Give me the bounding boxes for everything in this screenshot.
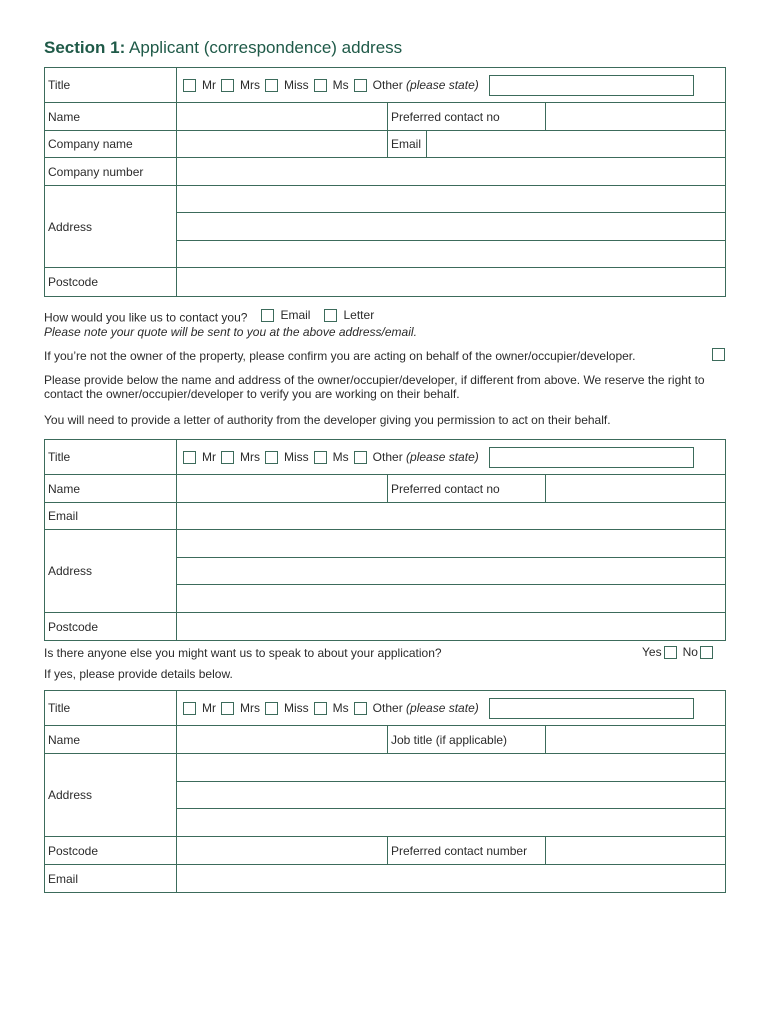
owner-provide-text: Please provide below the name and address of the owner/occupier/developer, if different from above. We reserve the right to contact the owner/occupier/developer to verify you are working on their behalf.: [44, 373, 705, 401]
contact-ms-label: Ms: [332, 701, 349, 715]
contact-name-field[interactable]: [177, 726, 388, 753]
contact-letter-label: Letter: [343, 308, 375, 322]
address-line-2-field[interactable]: [177, 213, 725, 240]
contact-other-hint: (please state): [406, 701, 479, 715]
contact-mrs-label: Mrs: [240, 701, 260, 715]
owner-other-title-field[interactable]: [489, 447, 694, 468]
postcode-label: Postcode: [45, 268, 177, 296]
owner-confirm-text: If you’re not the owner of the property, please confirm you are acting on behalf of the owner/occupier/developer.: [44, 349, 636, 363]
contact-postcode-label: Postcode: [45, 837, 177, 864]
contact-title-row: [45, 691, 725, 726]
contact-mrs-checkbox[interactable]: [221, 702, 234, 715]
owner-mr-label: Mr: [202, 450, 216, 464]
miss-label: Miss: [284, 78, 309, 92]
contact-postcode-row: [45, 837, 725, 865]
name-field[interactable]: [177, 103, 388, 130]
yes-no-group: [642, 645, 713, 659]
owner-email-row: [45, 503, 725, 530]
email-label: Email: [388, 131, 427, 157]
section-heading: [44, 38, 402, 58]
applicant-name-row: [45, 103, 725, 131]
title-label: Title: [45, 68, 177, 102]
contact-letter-checkbox[interactable]: [324, 309, 337, 322]
contact-other-label: Other: [372, 701, 403, 715]
contact-mr-label: Mr: [202, 701, 216, 715]
owner-address-line-1-field[interactable]: [177, 530, 725, 558]
quote-note: Please note your quote will be sent to you at the above address/email.: [44, 324, 417, 339]
yes-checkbox[interactable]: [664, 646, 677, 659]
email-field[interactable]: [427, 131, 725, 157]
contact-other-checkbox[interactable]: [354, 702, 367, 715]
contact-postcode-field[interactable]: [177, 837, 388, 864]
other-contact-details-text: If yes, please provide details below.: [44, 667, 233, 681]
owner-name-row: [45, 475, 725, 503]
postcode-row: [45, 268, 725, 296]
other-label: Other: [372, 78, 403, 92]
owner-other-hint: (please state): [406, 450, 479, 464]
title-options: [177, 68, 725, 102]
name-label: Name: [45, 103, 177, 130]
applicant-title-row: [45, 68, 725, 103]
mrs-checkbox[interactable]: [221, 79, 234, 92]
address-line-3-field[interactable]: [177, 241, 725, 267]
owner-name-label: Name: [45, 475, 177, 502]
other-hint: (please state): [406, 78, 479, 92]
owner-mrs-label: Mrs: [240, 450, 260, 464]
applicant-table: [44, 67, 726, 297]
address-label: Address: [45, 186, 177, 267]
contact-method-question: How would you like us to contact you?: [44, 310, 248, 325]
contact-miss-label: Miss: [284, 701, 309, 715]
owner-name-field[interactable]: [177, 475, 388, 502]
owner-title-label: Title: [45, 440, 177, 474]
contact-method-block: [44, 308, 724, 339]
owner-miss-label: Miss: [284, 450, 309, 464]
company-number-label: Company number: [45, 158, 177, 185]
contact-name-row: [45, 726, 725, 754]
section-number: Section 1:: [44, 38, 126, 57]
owner-postcode-field[interactable]: [177, 613, 725, 640]
company-name-field[interactable]: [177, 131, 388, 157]
contact-email-field[interactable]: [177, 865, 725, 892]
owner-address-row: [45, 530, 725, 613]
owner-mrs-checkbox[interactable]: [221, 451, 234, 464]
job-title-field[interactable]: [546, 726, 725, 753]
mr-checkbox[interactable]: [183, 79, 196, 92]
other-title-field[interactable]: [489, 75, 694, 96]
contact-title-label: Title: [45, 691, 177, 725]
owner-email-label: Email: [45, 503, 177, 529]
owner-table: [44, 439, 726, 641]
owner-postcode-label: Postcode: [45, 613, 177, 640]
owner-title-row: [45, 440, 725, 475]
contact-address-line-1-field[interactable]: [177, 754, 725, 782]
section-title: Applicant (correspondence) address: [129, 38, 403, 57]
no-label: No: [682, 645, 698, 659]
contact-miss-checkbox[interactable]: [265, 702, 278, 715]
postcode-field[interactable]: [177, 268, 725, 296]
contact-email-label-cell: Email: [45, 865, 177, 892]
owner-preferred-contact-label: Preferred contact no: [388, 475, 546, 502]
authority-letter-text: You will need to provide a letter of authority from the developer giving you permission to act on their behalf.: [44, 413, 611, 427]
no-checkbox[interactable]: [700, 646, 713, 659]
contact-address-line-2-field[interactable]: [177, 782, 725, 810]
mr-label: Mr: [202, 78, 216, 92]
owner-ms-checkbox[interactable]: [314, 451, 327, 464]
owner-confirm-checkbox[interactable]: [712, 348, 725, 361]
contact-email-row: [45, 865, 725, 892]
contact-ms-checkbox[interactable]: [314, 702, 327, 715]
owner-address-label: Address: [45, 530, 177, 612]
company-number-field[interactable]: [177, 158, 725, 185]
owner-email-field[interactable]: [177, 503, 725, 529]
other-contact-question: Is there anyone else you might want us to speak to about your application?: [44, 646, 442, 660]
contact-address-label: Address: [45, 754, 177, 836]
owner-preferred-contact-field[interactable]: [546, 475, 725, 502]
preferred-contact-label: Preferred contact no: [388, 103, 546, 130]
owner-miss-checkbox[interactable]: [265, 451, 278, 464]
owner-address-line-3-field[interactable]: [177, 585, 725, 612]
owner-other-label: Other: [372, 450, 403, 464]
company-name-label: Company name: [45, 131, 177, 157]
other-checkbox[interactable]: [354, 79, 367, 92]
owner-mr-checkbox[interactable]: [183, 451, 196, 464]
contact-name-label: Name: [45, 726, 177, 753]
contact-address-row: [45, 754, 725, 837]
job-title-label: Job title (if applicable): [388, 726, 546, 753]
owner-ms-label: Ms: [332, 450, 349, 464]
ms-checkbox[interactable]: [314, 79, 327, 92]
contact-other-title-field[interactable]: [489, 698, 694, 719]
owner-postcode-row: [45, 613, 725, 640]
contact-preferred-number-label: Preferred contact number: [388, 837, 546, 864]
other-contact-table: [44, 690, 726, 893]
ms-label: Ms: [332, 78, 349, 92]
address-row: [45, 186, 725, 268]
contact-address-line-3-field[interactable]: [177, 809, 725, 836]
preferred-contact-field[interactable]: [546, 103, 725, 130]
miss-checkbox[interactable]: [265, 79, 278, 92]
contact-preferred-number-field[interactable]: [546, 837, 725, 864]
owner-other-checkbox[interactable]: [354, 451, 367, 464]
yes-label: Yes: [642, 645, 662, 659]
contact-email-label: Email: [280, 308, 311, 322]
mrs-label: Mrs: [240, 78, 260, 92]
contact-mr-checkbox[interactable]: [183, 702, 196, 715]
owner-address-line-2-field[interactable]: [177, 558, 725, 586]
company-name-row: [45, 131, 725, 158]
company-number-row: [45, 158, 725, 186]
contact-email-checkbox[interactable]: [261, 309, 274, 322]
address-line-1-field[interactable]: [177, 186, 725, 213]
